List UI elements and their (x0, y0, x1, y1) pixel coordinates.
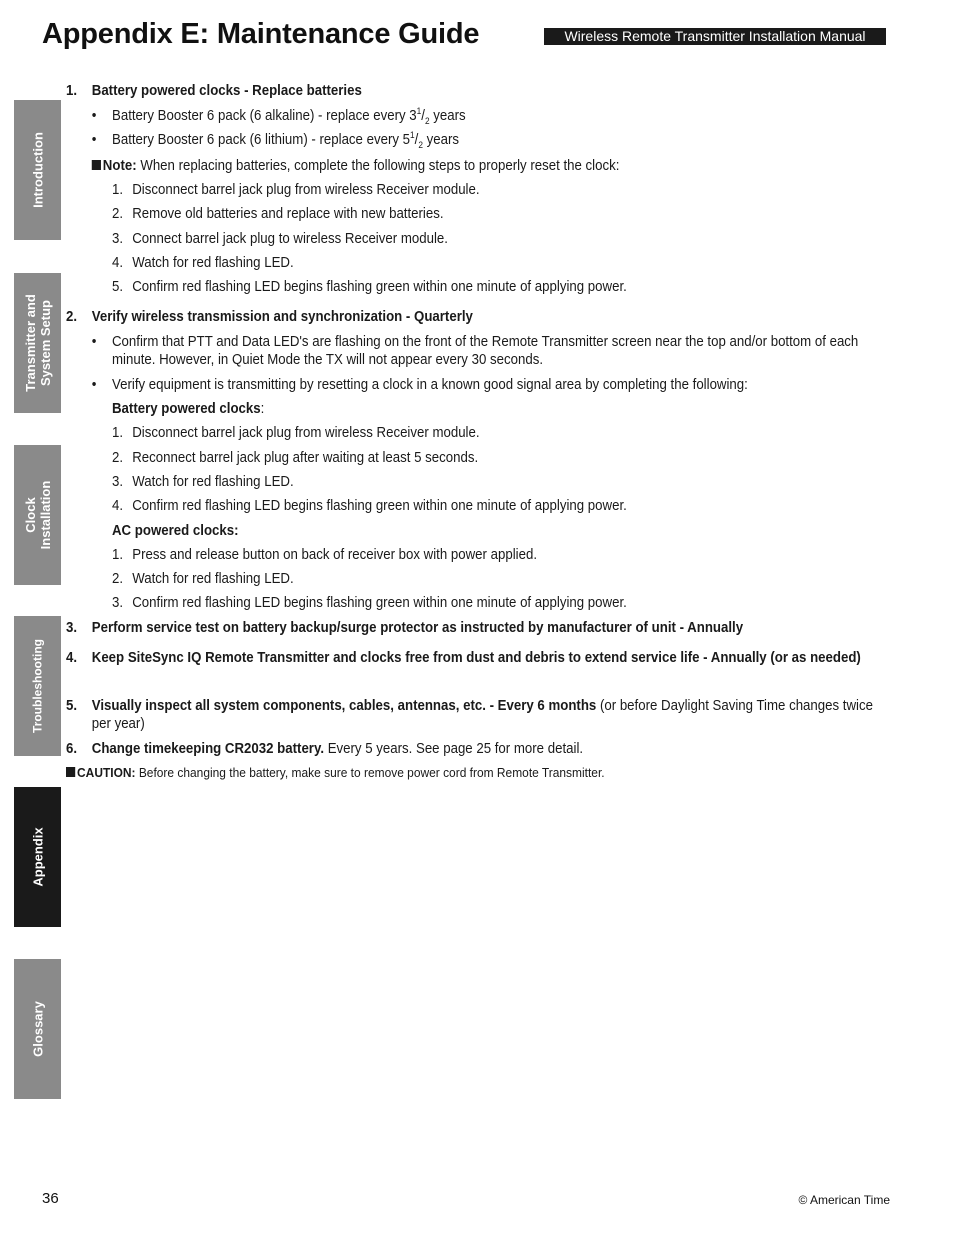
section-heading: Change timekeeping CR2032 battery. (91, 741, 325, 757)
bullet-icon: • (91, 108, 97, 124)
caution-text: Before changing the battery, make sure to remove power cord from Remote Transmitter. (135, 765, 605, 780)
fraction-denominator: 2 (424, 115, 430, 126)
section-heading: Keep SiteSync IQ Remote Transmitter and clocks free from dust and debris to extend service life - Annually (or as needed) (91, 650, 861, 666)
bullet-text: Verify equipment is transmitting by resetting a clock in a known good signal area by completing the following: (112, 377, 748, 393)
manual-name-badge: Wireless Remote Transmitter Installation Manual (544, 28, 886, 45)
fraction-denominator: 2 (418, 139, 423, 150)
tab-troubleshooting-label: Troubleshooting (30, 639, 44, 733)
tab-transmitter-line2: System Setup (37, 300, 53, 386)
page-number: 36 (42, 1190, 59, 1207)
tab-clock-installation-label (23, 481, 53, 550)
note-text: When replacing batteries, complete the following steps to properly reset the clock: (136, 158, 620, 174)
section-heading: Visually inspect all system components, cables, antennas, etc. - Every 6 months (91, 698, 597, 714)
tab-glossary-label: Glossary (30, 1001, 45, 1057)
tab-introduction-label: Introduction (30, 132, 45, 208)
caution-note (66, 764, 605, 782)
tab-appendix-label: Appendix (30, 827, 45, 887)
tab-transmitter-line1: Transmitter and (22, 294, 38, 392)
square-bullet-icon (66, 767, 75, 777)
bullet-text: Battery Booster 6 pack (6 alkaline) - replace every 3 (112, 108, 417, 124)
section-tail: Every 5 years. See page 25 for more detail. (324, 741, 584, 757)
section-number: 6. (66, 741, 78, 757)
bullet-text: Confirm that PTT and Data LED's are flashing on the front of the Remote Transmitter screen near the top and/or bottom of each minute. However, in Quiet Mode the TX will not appear every 30 seconds. (112, 334, 859, 368)
copyright: © American Time (798, 1193, 890, 1207)
bullet-text: Battery Booster 6 pack (6 lithium) - replace every 5 (112, 132, 411, 148)
section-number: 1. (66, 83, 78, 99)
caution-label: CAUTION: (77, 765, 136, 780)
tab-clock-line1: Clock (22, 497, 38, 533)
bullet-icon: • (91, 334, 97, 350)
bullet-icon: • (91, 377, 97, 393)
fraction-numerator: 1 (410, 130, 415, 141)
note (92, 157, 620, 175)
section-heading: Perform service test on battery backup/surge protector as instructed by manufacturer of unit - Annually (91, 620, 744, 636)
tab-transmitter-system-setup-label (23, 294, 53, 392)
section-number: 5. (66, 698, 78, 714)
tab-troubleshooting[interactable] (14, 616, 61, 756)
section-number: 4. (66, 650, 78, 666)
tab-introduction[interactable] (14, 100, 61, 240)
note-label: Note: (102, 158, 137, 174)
section-number: 3. (66, 620, 78, 636)
tab-appendix[interactable] (14, 787, 61, 927)
battery-clocks-subheading: Battery powered clocks: (112, 401, 265, 417)
square-bullet-icon (92, 160, 101, 170)
bullet-icon: • (91, 132, 97, 148)
ac-clocks-subheading: AC powered clocks: (112, 523, 239, 539)
tab-glossary[interactable] (14, 959, 61, 1099)
section-heading: Verify wireless transmission and synchronization - Quarterly (91, 309, 473, 325)
section-tail: (or before Daylight Saving Time changes twice per year) (91, 698, 873, 732)
tab-transmitter-system-setup[interactable] (14, 273, 61, 413)
tab-clock-line2: Installation (37, 480, 53, 550)
bullet-text-suffix: years (429, 108, 466, 124)
fraction-numerator: 1 (416, 106, 422, 117)
page-title: Appendix E: Maintenance Guide (42, 18, 480, 50)
bullet-text-suffix: years (422, 132, 459, 148)
section-number: 2. (66, 309, 78, 325)
tab-clock-installation[interactable] (14, 445, 61, 585)
section-heading: Battery powered clocks - Replace batteries (91, 83, 362, 99)
